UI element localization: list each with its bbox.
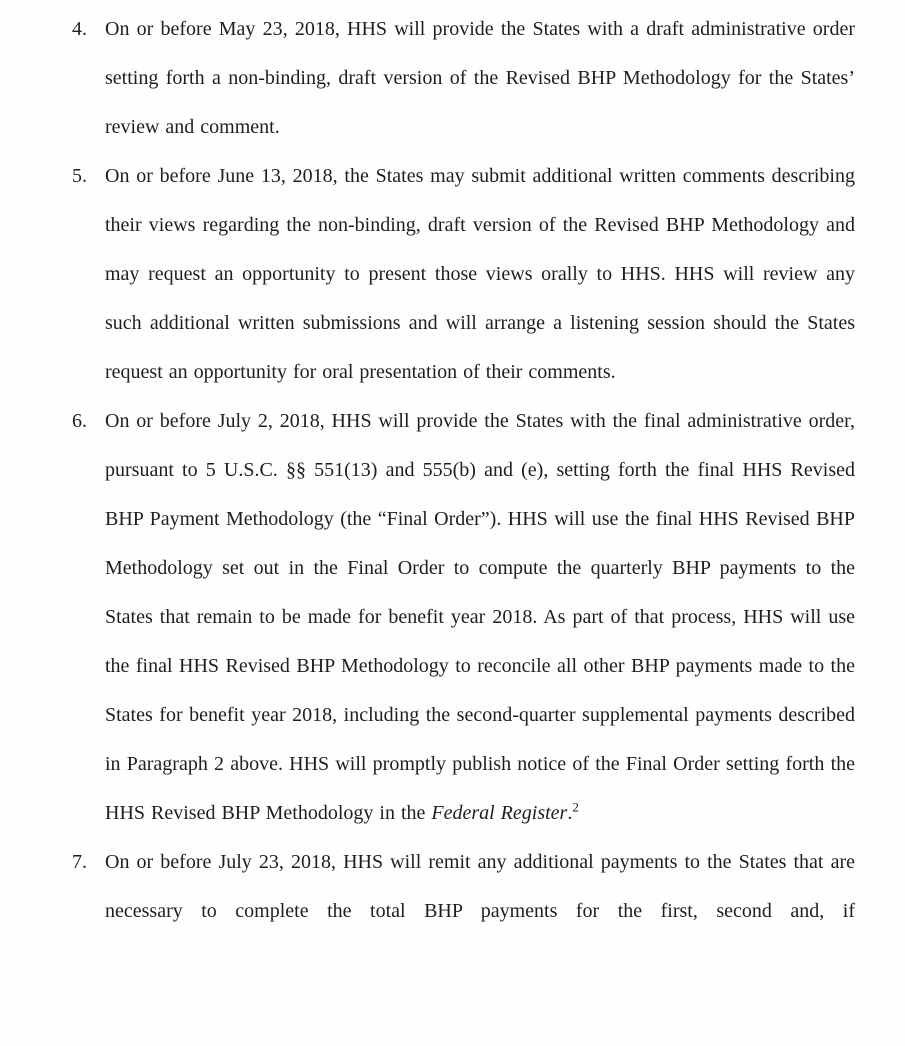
paragraph-text-run: On or before June 13, 2018, the States may submit additional written comments describing their views regarding the non-binding, draft version of the Revised BHP Methodology and may request an opportunity to present those views orally to HHS. HHS will review any such additional written submissions and will arrange a listening session should the States request an opportunity for oral presentation of their comments. (105, 165, 855, 383)
paragraph-text (105, 152, 855, 397)
paragraph-text-run: . (567, 802, 573, 824)
paragraph-text-run: On or before July 23, 2018, HHS will remit any additional payments to the States that are necessary to complete the total BHP payments for the first, second and, if (105, 851, 855, 922)
paragraph-4 (0, 5, 905, 152)
paragraph-text (105, 397, 855, 838)
paragraph-number: 4. (72, 18, 87, 40)
paragraph-text-run: On or before May 23, 2018, HHS will provide the States with a draft administrative order setting forth a non-binding, draft version of the Revised BHP Methodology for the States’ review and comment. (105, 18, 855, 138)
paragraph-number: 5. (72, 165, 87, 187)
paragraph-number: 6. (72, 410, 87, 432)
federal-register-citation: Federal Register (431, 802, 568, 824)
paragraph-7 (0, 838, 905, 936)
footnote-marker: 2 (572, 799, 579, 815)
paragraph-number: 7. (72, 851, 87, 873)
paragraph-text (105, 5, 855, 152)
paragraph-5 (0, 152, 905, 397)
paragraph-6 (0, 397, 905, 838)
paragraph-text (105, 838, 855, 936)
paragraph-text-run: On or before July 2, 2018, HHS will provide the States with the final administrative order, pursuant to 5 U.S.C. §§ 551(13) and 555(b) and (e), setting forth the final HHS Revised BHP Payment Methodology (the “Final Order”). HHS will use the final HHS Revised BHP Methodology set out in the Final Order to compute the quarterly BHP payments to the States that remain to be made for benefit year 2018. As part of that process, HHS will use the final HHS Revised BHP Methodology to reconcile all other BHP payments made to the States for benefit year 2018, including the second-quarter supplemental payments described in Paragraph 2 above. HHS will promptly publish notice of the Final Order setting forth the HHS Revised BHP Methodology in the (105, 410, 855, 824)
